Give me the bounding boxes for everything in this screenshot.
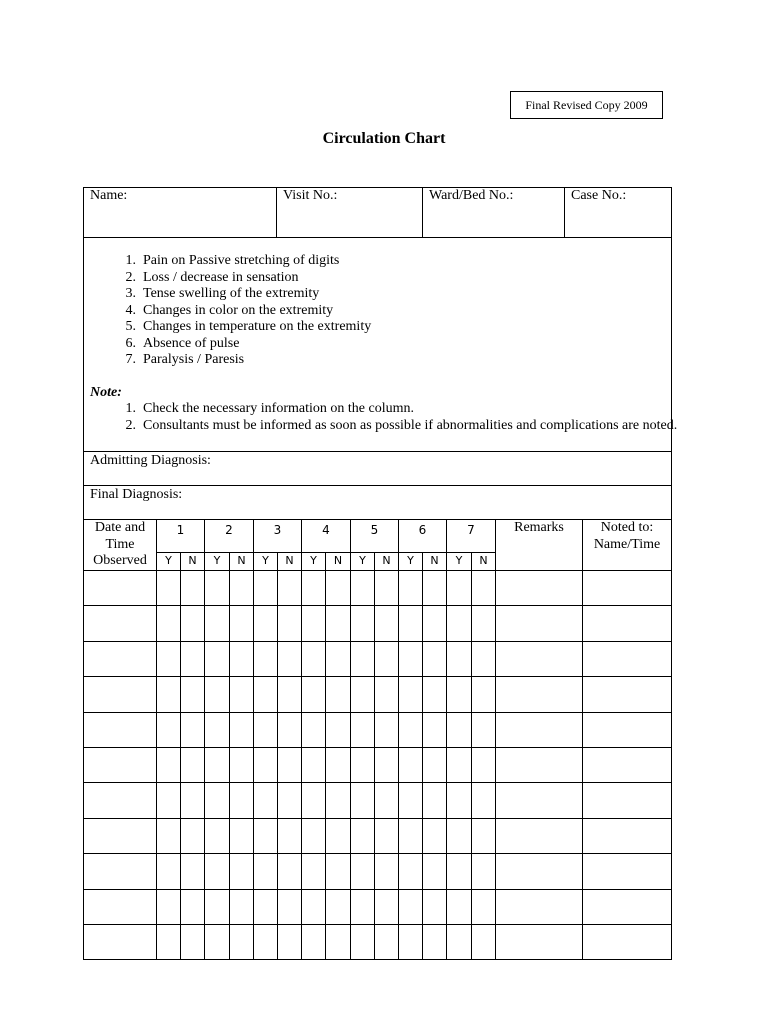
page-title: Circulation Chart (322, 130, 446, 147)
yes-check-cell[interactable] (204, 677, 229, 713)
yes-check-cell[interactable] (398, 606, 422, 642)
noted-to-cell[interactable] (582, 783, 671, 819)
criterion-number: 3. (125, 286, 136, 301)
criterion-column-header: 3 (253, 520, 301, 553)
no-check-cell[interactable] (180, 571, 204, 606)
yes-check-cell[interactable] (253, 748, 277, 783)
no-check-cell[interactable] (374, 713, 398, 748)
no-check-cell[interactable] (471, 890, 495, 925)
date-time-cell[interactable] (84, 890, 156, 925)
ward-bed-label: Ward/Bed No.: (429, 188, 514, 203)
yes-check-cell[interactable] (446, 890, 471, 925)
yes-check-cell[interactable] (156, 925, 180, 960)
yes-check-cell[interactable] (156, 571, 180, 606)
no-check-cell[interactable] (422, 925, 446, 960)
no-check-cell[interactable] (277, 925, 301, 960)
no-check-cell[interactable] (180, 748, 204, 783)
yes-check-cell[interactable] (253, 819, 277, 854)
criterion-text: Pain on Passive stretching of digits (143, 253, 340, 268)
noted-to-cell[interactable] (582, 606, 671, 642)
criterion-number: 2. (125, 269, 136, 285)
name-label: Name: (90, 188, 128, 203)
no-check-cell[interactable] (422, 571, 446, 606)
note-item (114, 418, 677, 435)
no-check-cell[interactable] (277, 677, 301, 713)
criterion-number: 7. (125, 352, 136, 367)
yes-check-cell[interactable] (446, 571, 471, 606)
case-field[interactable] (564, 188, 671, 237)
yes-column-header: Y (301, 553, 325, 571)
yes-check-cell[interactable] (253, 713, 277, 748)
yes-check-cell[interactable] (253, 783, 277, 819)
yes-check-cell[interactable] (301, 713, 325, 748)
no-check-cell[interactable] (277, 890, 301, 925)
no-check-cell[interactable] (471, 925, 495, 960)
criterion-text: Changes in color on the extremity (143, 302, 334, 318)
no-check-cell[interactable] (277, 748, 301, 783)
yes-check-cell[interactable] (301, 748, 325, 783)
date-time-header (84, 520, 156, 571)
no-check-cell[interactable] (374, 854, 398, 890)
noted-to-cell[interactable] (582, 854, 671, 890)
yes-check-cell[interactable] (398, 571, 422, 606)
no-check-cell[interactable] (374, 890, 398, 925)
remarks-cell[interactable] (495, 748, 582, 783)
no-check-cell[interactable] (229, 571, 253, 606)
no-check-cell[interactable] (325, 642, 350, 677)
date-time-cell[interactable] (84, 783, 156, 819)
no-check-cell[interactable] (180, 819, 204, 854)
criterion-item (114, 286, 371, 303)
yes-check-cell[interactable] (350, 854, 374, 890)
yes-check-cell[interactable] (350, 677, 374, 713)
revision-stamp (510, 91, 663, 119)
no-check-cell[interactable] (422, 748, 446, 783)
no-check-cell[interactable] (325, 713, 350, 748)
yes-check-cell[interactable] (253, 925, 277, 960)
yes-check-cell[interactable] (204, 606, 229, 642)
yes-check-cell[interactable] (350, 606, 374, 642)
yes-check-cell[interactable] (156, 677, 180, 713)
no-column-header: N (374, 553, 398, 571)
no-check-cell[interactable] (180, 890, 204, 925)
criterion-column-header: 7 (446, 520, 495, 553)
criterion-column-header: 6 (398, 520, 446, 553)
remarks-cell[interactable] (495, 713, 582, 748)
noted-to-cell[interactable] (582, 819, 671, 854)
no-check-cell[interactable] (277, 713, 301, 748)
no-check-cell[interactable] (180, 606, 204, 642)
no-check-cell[interactable] (374, 783, 398, 819)
no-check-cell[interactable] (374, 606, 398, 642)
no-check-cell[interactable] (471, 854, 495, 890)
no-check-cell[interactable] (471, 571, 495, 606)
yes-check-cell[interactable] (301, 783, 325, 819)
no-column-header: N (471, 553, 495, 571)
yes-check-cell[interactable] (301, 677, 325, 713)
yes-check-cell[interactable] (350, 642, 374, 677)
no-check-cell[interactable] (374, 748, 398, 783)
yes-check-cell[interactable] (204, 571, 229, 606)
yes-check-cell[interactable] (350, 890, 374, 925)
criterion-column-header: 4 (301, 520, 350, 553)
yes-check-cell[interactable] (350, 713, 374, 748)
yes-column-header: Y (253, 553, 277, 571)
noted-to-header-line: Name/Time (593, 536, 661, 552)
ward-bed-field[interactable] (422, 188, 564, 237)
no-check-cell[interactable] (180, 677, 204, 713)
yes-check-cell[interactable] (350, 925, 374, 960)
criterion-text: Tense swelling of the extremity (143, 286, 320, 301)
no-check-cell[interactable] (374, 677, 398, 713)
revision-stamp-text: Final Revised Copy 2009 (525, 97, 648, 112)
no-check-cell[interactable] (229, 642, 253, 677)
yes-check-cell[interactable] (156, 854, 180, 890)
remarks-cell[interactable] (495, 925, 582, 960)
criterion-text: Absence of pulse (143, 335, 240, 351)
yes-check-cell[interactable] (204, 748, 229, 783)
no-check-cell[interactable] (471, 677, 495, 713)
no-check-cell[interactable] (422, 606, 446, 642)
noted-to-cell[interactable] (582, 642, 671, 677)
yes-check-cell[interactable] (446, 748, 471, 783)
yes-check-cell[interactable] (204, 713, 229, 748)
criterion-item (114, 253, 371, 270)
final-diagnosis-label: Final Diagnosis: (90, 487, 183, 502)
yes-column-header: Y (350, 553, 374, 571)
yes-check-cell[interactable] (398, 890, 422, 925)
no-column-header: N (229, 553, 253, 571)
yes-check-cell[interactable] (156, 748, 180, 783)
no-check-cell[interactable] (471, 606, 495, 642)
no-check-cell[interactable] (180, 642, 204, 677)
yes-check-cell[interactable] (156, 819, 180, 854)
yes-check-cell[interactable] (350, 783, 374, 819)
yes-check-cell[interactable] (156, 713, 180, 748)
no-check-cell[interactable] (471, 713, 495, 748)
criterion-item (114, 336, 371, 353)
yes-column-header: Y (204, 553, 229, 571)
no-check-cell[interactable] (471, 819, 495, 854)
remarks-header: Remarks (495, 520, 582, 571)
remarks-cell[interactable] (495, 890, 582, 925)
name-field[interactable] (84, 188, 276, 237)
no-column-header: N (277, 553, 301, 571)
no-check-cell[interactable] (325, 677, 350, 713)
yes-check-cell[interactable] (301, 925, 325, 960)
no-check-cell[interactable] (471, 783, 495, 819)
date-time-cell[interactable] (84, 713, 156, 748)
remarks-cell[interactable] (495, 819, 582, 854)
yes-check-cell[interactable] (301, 571, 325, 606)
remarks-cell[interactable] (495, 642, 582, 677)
remarks-cell[interactable] (495, 571, 582, 606)
yes-check-cell[interactable] (446, 854, 471, 890)
yes-check-cell[interactable] (204, 854, 229, 890)
no-check-cell[interactable] (229, 783, 253, 819)
criterion-text: Paralysis / Paresis (143, 352, 245, 367)
yes-check-cell[interactable] (301, 819, 325, 854)
yes-check-cell[interactable] (446, 606, 471, 642)
no-check-cell[interactable] (325, 819, 350, 854)
no-check-cell[interactable] (277, 819, 301, 854)
yes-check-cell[interactable] (156, 890, 180, 925)
yes-check-cell[interactable] (446, 925, 471, 960)
no-check-cell[interactable] (422, 819, 446, 854)
no-check-cell[interactable] (374, 925, 398, 960)
yes-check-cell[interactable] (301, 854, 325, 890)
criteria-list (114, 253, 371, 369)
yes-check-cell[interactable] (253, 606, 277, 642)
criterion-item (114, 270, 371, 287)
yes-check-cell[interactable] (156, 783, 180, 819)
patient-header-row (84, 188, 671, 238)
yes-check-cell[interactable] (253, 642, 277, 677)
no-check-cell[interactable] (325, 854, 350, 890)
note-number: 1. (125, 401, 136, 416)
no-check-cell[interactable] (374, 571, 398, 606)
yes-check-cell[interactable] (253, 890, 277, 925)
noted-to-header (582, 520, 671, 571)
yes-check-cell[interactable] (253, 571, 277, 606)
yes-check-cell[interactable] (253, 677, 277, 713)
no-check-cell[interactable] (374, 819, 398, 854)
no-check-cell[interactable] (229, 819, 253, 854)
criteria-section (84, 238, 678, 452)
noted-to-cell[interactable] (582, 571, 671, 606)
no-check-cell[interactable] (229, 748, 253, 783)
date-time-header-line: Observed (93, 553, 147, 568)
no-check-cell[interactable] (277, 642, 301, 677)
yes-check-cell[interactable] (204, 783, 229, 819)
date-time-cell[interactable] (84, 642, 156, 677)
no-check-cell[interactable] (422, 713, 446, 748)
note-number: 2. (125, 417, 136, 433)
no-column-header: N (325, 553, 350, 571)
yes-column-header: Y (446, 553, 471, 571)
yes-check-cell[interactable] (204, 890, 229, 925)
criterion-number: 4. (125, 302, 136, 318)
remarks-cell[interactable] (495, 606, 582, 642)
no-check-cell[interactable] (277, 783, 301, 819)
yes-check-cell[interactable] (398, 783, 422, 819)
note-item (114, 401, 677, 418)
yes-check-cell[interactable] (350, 748, 374, 783)
note-list (114, 401, 677, 434)
criterion-column-header: 1 (156, 520, 204, 553)
no-check-cell[interactable] (229, 713, 253, 748)
no-check-cell[interactable] (229, 925, 253, 960)
date-time-header-line: Time (105, 536, 135, 552)
no-check-cell[interactable] (422, 783, 446, 819)
note-heading: Note: (90, 385, 122, 400)
noted-to-cell[interactable] (582, 925, 671, 960)
yes-check-cell[interactable] (301, 890, 325, 925)
criterion-item (114, 303, 371, 320)
no-column-header: N (180, 553, 204, 571)
no-check-cell[interactable] (229, 677, 253, 713)
criterion-number: 5. (125, 319, 136, 334)
no-check-cell[interactable] (180, 783, 204, 819)
noted-to-cell[interactable] (582, 677, 671, 713)
no-column-header: N (422, 553, 446, 571)
remarks-cell[interactable] (495, 677, 582, 713)
visit-label: Visit No.: (283, 188, 338, 203)
date-time-header-line: Date and (94, 520, 146, 535)
no-check-cell[interactable] (229, 890, 253, 925)
yes-check-cell[interactable] (301, 606, 325, 642)
yes-check-cell[interactable] (350, 571, 374, 606)
criterion-column-header: 2 (204, 520, 253, 553)
date-time-cell[interactable] (84, 606, 156, 642)
circulation-form (83, 187, 678, 960)
yes-check-cell[interactable] (398, 819, 422, 854)
yes-check-cell[interactable] (204, 925, 229, 960)
criterion-number: 6. (125, 335, 136, 351)
final-diagnosis-field[interactable] (84, 486, 671, 520)
yes-check-cell[interactable] (398, 677, 422, 713)
no-check-cell[interactable] (471, 642, 495, 677)
noted-to-cell[interactable] (582, 890, 671, 925)
yes-check-cell[interactable] (398, 642, 422, 677)
noted-to-cell[interactable] (582, 748, 671, 783)
no-check-cell[interactable] (277, 606, 301, 642)
criterion-item (114, 352, 371, 369)
criterion-text: Loss / decrease in sensation (143, 269, 299, 285)
date-time-cell[interactable] (84, 819, 156, 854)
note-text: Check the necessary information on the column. (143, 401, 414, 416)
no-check-cell[interactable] (471, 748, 495, 783)
no-check-cell[interactable] (374, 642, 398, 677)
no-check-cell[interactable] (422, 890, 446, 925)
yes-check-cell[interactable] (253, 854, 277, 890)
date-time-cell[interactable] (84, 677, 156, 713)
yes-check-cell[interactable] (446, 713, 471, 748)
remarks-cell[interactable] (495, 783, 582, 819)
date-time-cell[interactable] (84, 854, 156, 890)
yes-check-cell[interactable] (446, 783, 471, 819)
admitting-diagnosis-field[interactable] (84, 452, 671, 486)
remarks-cell[interactable] (495, 854, 582, 890)
yes-check-cell[interactable] (398, 748, 422, 783)
yes-check-cell[interactable] (446, 819, 471, 854)
yes-check-cell[interactable] (398, 925, 422, 960)
date-time-cell[interactable] (84, 925, 156, 960)
yes-check-cell[interactable] (204, 819, 229, 854)
no-check-cell[interactable] (422, 677, 446, 713)
visit-field[interactable] (276, 188, 422, 237)
admitting-diagnosis-label: Admitting Diagnosis: (90, 453, 211, 468)
no-check-cell[interactable] (325, 783, 350, 819)
no-check-cell[interactable] (325, 925, 350, 960)
yes-check-cell[interactable] (301, 642, 325, 677)
yes-check-cell[interactable] (156, 642, 180, 677)
yes-check-cell[interactable] (204, 642, 229, 677)
date-time-cell[interactable] (84, 571, 156, 606)
no-check-cell[interactable] (325, 890, 350, 925)
yes-check-cell[interactable] (398, 854, 422, 890)
no-check-cell[interactable] (229, 854, 253, 890)
date-time-cell[interactable] (84, 748, 156, 783)
criterion-column-header: 5 (350, 520, 398, 553)
yes-check-cell[interactable] (398, 713, 422, 748)
yes-column-header: Y (398, 553, 422, 571)
no-check-cell[interactable] (277, 854, 301, 890)
criterion-text: Changes in temperature on the extremity (143, 319, 372, 334)
no-check-cell[interactable] (325, 571, 350, 606)
no-check-cell[interactable] (325, 606, 350, 642)
noted-to-header-line: Noted to: (600, 520, 654, 535)
criterion-number: 1. (125, 253, 136, 268)
no-check-cell[interactable] (422, 642, 446, 677)
note-text: Consultants must be informed as soon as possible if abnormalities and complications are noted. (143, 417, 678, 433)
no-check-cell[interactable] (180, 854, 204, 890)
yes-check-cell[interactable] (446, 677, 471, 713)
no-check-cell[interactable] (180, 713, 204, 748)
no-check-cell[interactable] (277, 571, 301, 606)
noted-to-cell[interactable] (582, 713, 671, 748)
no-check-cell[interactable] (180, 925, 204, 960)
yes-check-cell[interactable] (156, 606, 180, 642)
criterion-item (114, 319, 371, 336)
yes-column-header: Y (156, 553, 180, 571)
case-label: Case No.: (571, 188, 627, 203)
no-check-cell[interactable] (229, 606, 253, 642)
no-check-cell[interactable] (325, 748, 350, 783)
yes-check-cell[interactable] (350, 819, 374, 854)
yes-check-cell[interactable] (446, 642, 471, 677)
no-check-cell[interactable] (422, 854, 446, 890)
